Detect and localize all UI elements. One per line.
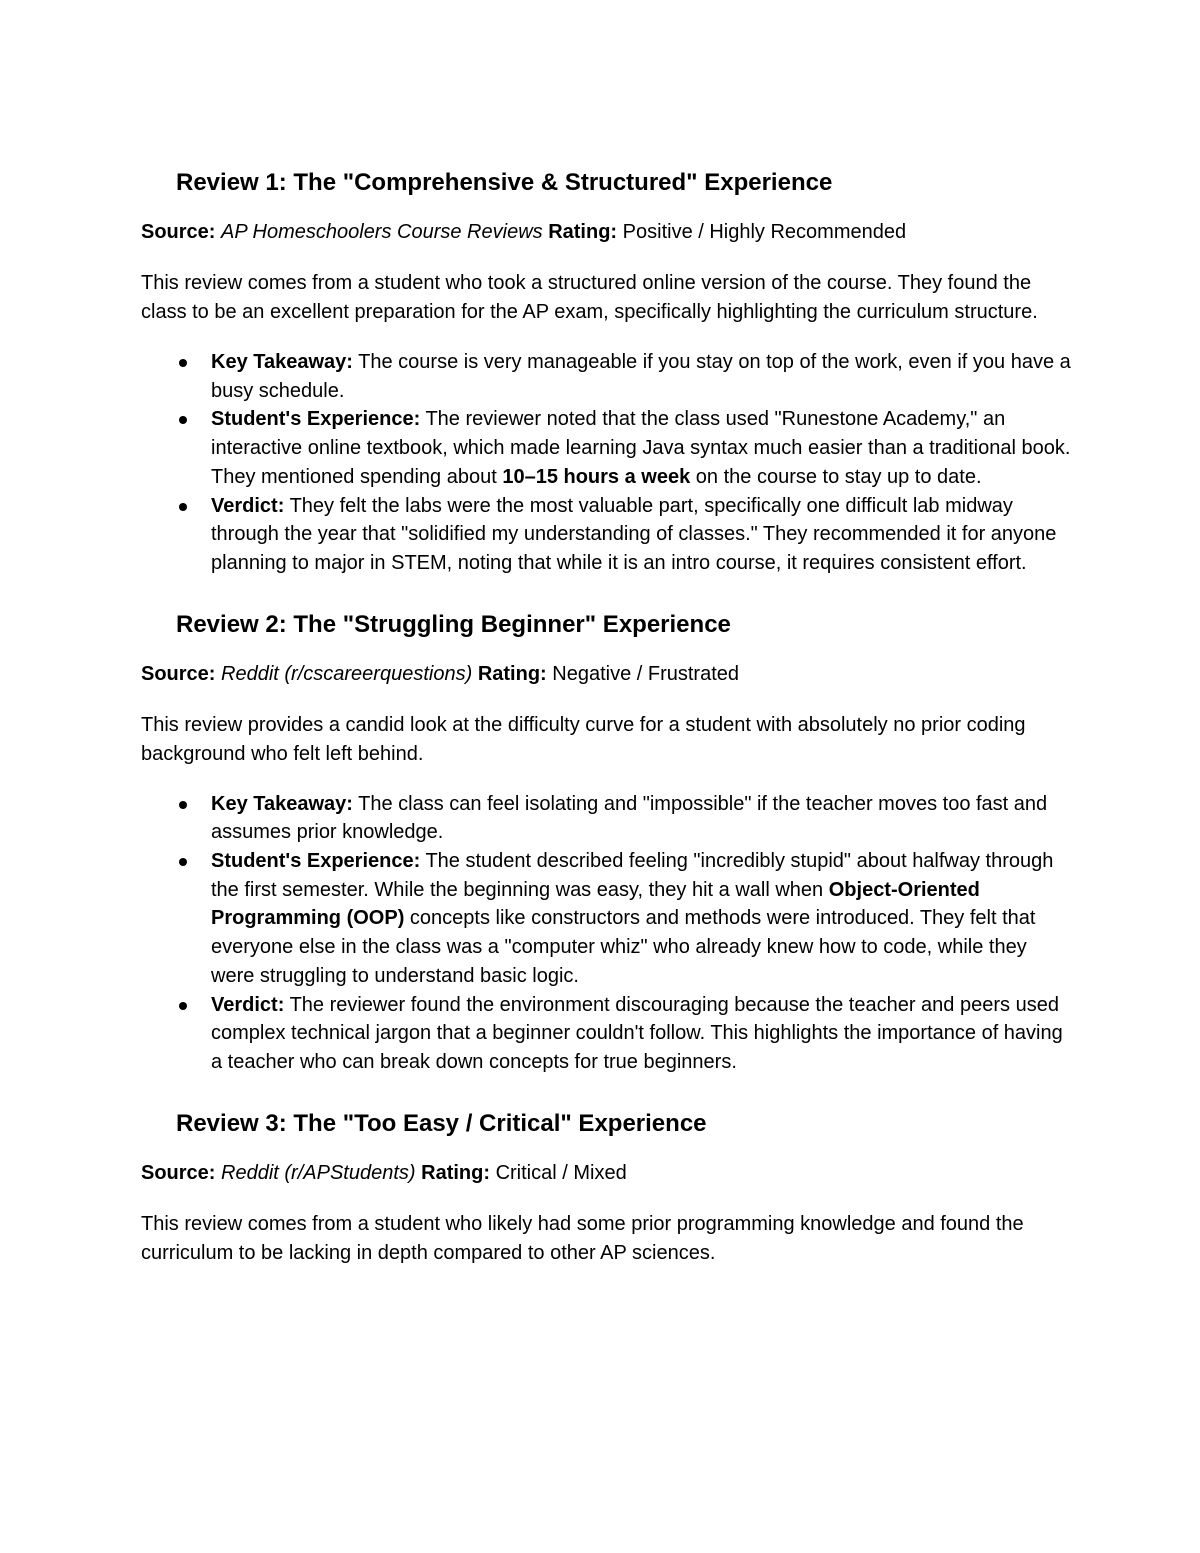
bullet-text: on the course to stay up to date. xyxy=(695,465,982,488)
review-1-intro: This review comes from a student who took a structured online version of the course. They found the class to be an excellent preparation for the AP exam, specifically highlighting the curriculum structure. xyxy=(141,272,1038,323)
review-2-bullets xyxy=(141,790,1071,1077)
bullet-icon xyxy=(179,503,187,511)
bullet-label: Student's Experience: xyxy=(211,850,421,873)
bullet-text: The student described feeling "incredibly stupid" about halfway through the first semester. While the beginning was easy, they hit a wall when xyxy=(211,850,1054,901)
bullet-icon xyxy=(179,858,187,866)
review-2-intro: This review provides a candid look at the difficulty curve for a student with absolutely no prior coding background who felt left behind. xyxy=(141,713,1026,765)
bullet-label: Verdict: xyxy=(211,993,285,1016)
review-2-heading: Review 2: The "Struggling Beginner" Experience xyxy=(176,610,731,638)
source-value: AP Homeschoolers Course Reviews xyxy=(221,221,543,243)
rating-label: Rating: xyxy=(548,221,618,243)
source-value: Reddit (r/APStudents) xyxy=(221,1161,416,1184)
source-label: Source: xyxy=(141,662,216,685)
list-item xyxy=(141,847,1071,991)
bullet-icon xyxy=(179,359,187,367)
review-1-meta xyxy=(141,218,1071,247)
review-2-meta xyxy=(141,660,1071,689)
bullet-label: Key Takeaway: xyxy=(211,351,353,373)
rating-value: Negative / Frustrated xyxy=(552,662,740,685)
rating-label: Rating: xyxy=(421,1161,491,1184)
bullet-label: Verdict: xyxy=(211,494,285,517)
bullet-icon xyxy=(179,801,187,809)
bullet-label: Student's Experience: xyxy=(211,408,421,431)
list-item xyxy=(141,492,1071,578)
review-2 xyxy=(141,608,1071,1077)
bullet-text: The reviewer found the environment discouraging because the teacher and peers used complex technical jargon that a beginner couldn't follow. This highlights the importance of having a teacher who can break down concepts for true beginners. xyxy=(211,993,1063,1073)
review-3-intro: This review comes from a student who likely had some prior programming knowledge and found the curriculum to be lacking in depth compared to other AP sciences. xyxy=(141,1212,1024,1264)
rating-value: Critical / Mixed xyxy=(495,1161,627,1184)
review-1 xyxy=(141,166,1071,578)
list-item xyxy=(141,348,1071,405)
review-3-meta xyxy=(141,1159,1071,1188)
bullet-emphasis: Object-Oriented Programming (OOP) xyxy=(211,878,980,930)
review-1-bullets xyxy=(141,348,1071,578)
document-page xyxy=(141,166,1071,1289)
list-item xyxy=(141,405,1071,491)
bullet-text: They felt the labs were the most valuable part, specifically one difficult lab midway through the year that "solidified my understanding of classes." They recommended it for anyone planning to major in STEM, noting that while it is an intro course, it requires consistent effort. xyxy=(211,494,1057,574)
bullet-text: The reviewer noted that the class used "Runestone Academy," an interactive online textbook, which made learning Java syntax much easier than a traditional book. They mentioned spending about xyxy=(211,408,1071,488)
bullet-icon xyxy=(179,1002,187,1010)
review-3-heading: Review 3: The "Too Easy / Critical" Experience xyxy=(176,1109,707,1137)
review-3 xyxy=(141,1107,1071,1268)
bullet-text: The class can feel isolating and "impossible" if the teacher moves too fast and assumes prior knowledge. xyxy=(211,792,1048,844)
list-item xyxy=(141,991,1071,1077)
list-item xyxy=(141,790,1071,847)
source-label: Source: xyxy=(141,221,216,243)
source-value: Reddit (r/cscareerquestions) xyxy=(221,662,473,685)
rating-label: Rating: xyxy=(477,662,547,685)
bullet-emphasis: 10–15 hours a week xyxy=(502,465,691,488)
bullet-text: The course is very manageable if you stay on top of the work, even if you have a busy schedule. xyxy=(211,351,1071,402)
review-1-heading: Review 1: The "Comprehensive & Structured" Experience xyxy=(176,169,833,196)
source-label: Source: xyxy=(141,1161,216,1184)
bullet-label: Key Takeaway: xyxy=(211,792,353,815)
bullet-text: concepts like constructors and methods were introduced. They felt that everyone else in the class was a "computer whiz" who already knew how to code, while they were struggling to understand basic logic. xyxy=(211,907,1036,987)
bullet-icon xyxy=(179,416,187,424)
rating-value: Positive / Highly Recommended xyxy=(622,221,907,243)
